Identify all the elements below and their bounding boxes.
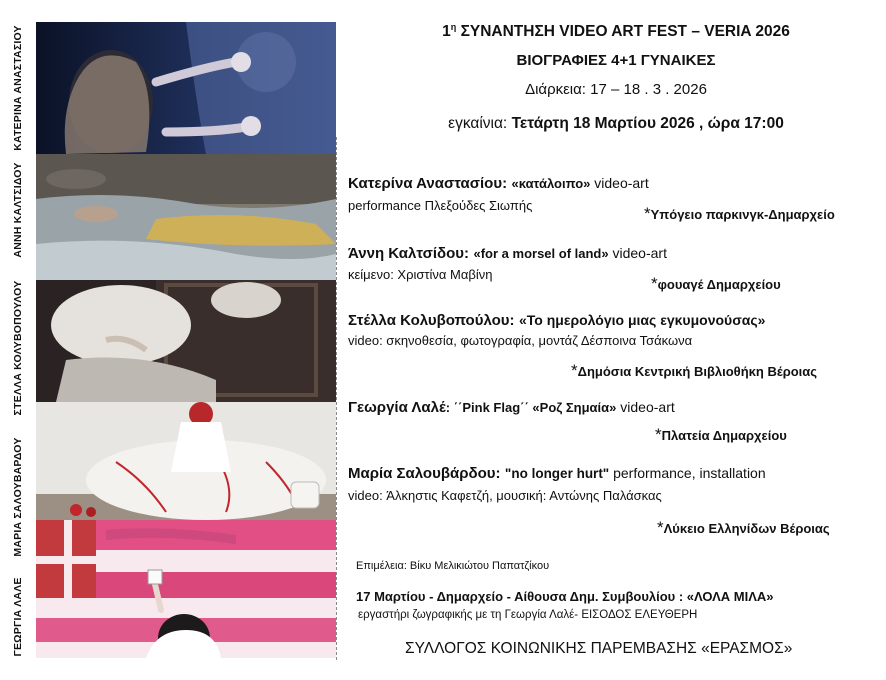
venue-text: Δημόσια Κεντρική Βιβλιοθήκη Βέροιας [577, 364, 818, 379]
duration-label: Διάρκεια: [525, 81, 586, 98]
venue-lale [655, 425, 787, 445]
artist-name: Άννη Καλτσίδου: [348, 245, 470, 262]
venue-marker: * [571, 361, 578, 380]
photo-salouvardou [36, 402, 336, 520]
artist-work: «Το ημερολόγιο μιας εγκυμονούσας» [518, 312, 766, 328]
venue-marker: * [651, 274, 658, 293]
venue-marker: * [655, 425, 662, 444]
artist-work: «for a morsel of land» [473, 246, 609, 261]
vertical-name-strip [0, 0, 36, 660]
artist-work-type: video-art [590, 175, 649, 191]
artist-anastasiou-detail: performance Πλεξούδες Σιωπής [348, 198, 533, 213]
side-label-kaltsidou: ΑΝΝΗ ΚΑΛΤΣΙΔΟΥ [12, 162, 24, 258]
photo-lale [36, 520, 336, 658]
photo-anastasiou [36, 22, 336, 154]
artist-name: Στέλλα Κολυβοπούλου: [348, 312, 515, 329]
venue-marker: * [644, 204, 651, 223]
title-text: ΣΥΝΑΝΤΗΣΗ VIDEO ART FEST – VERIA 2026 [456, 23, 790, 41]
organizer-name: ΣΥΛΛΟΓΟΣ ΚΟΙΝΩΝΙΚΗΣ ΠΑΡΕΜΒΑΣΗΣ «ΕΡΑΣΜΟΣ» [405, 640, 793, 657]
artist-kolyvopoulou-title [348, 312, 765, 330]
event-duration [346, 81, 886, 98]
side-label-lale: ΓΕΩΡΓΙΑ ΛΑΛΕ [12, 577, 24, 657]
artist-salouvardou-title [348, 465, 766, 483]
venue-anastasiou [644, 204, 835, 224]
curation-credit: Επιμέλεια: Βίκυ Μελικιώτου Παπατζίκου [356, 560, 550, 572]
artist-name: Γεωργία Λαλέ [348, 399, 446, 416]
duration-value: 17 – 18 . 3 . 2026 [585, 81, 707, 98]
event-subtitle: ΒΙΟΓΡΑΦΙΕΣ 4+1 ΓΥΝΑΙΚΕΣ [516, 52, 716, 69]
artist-work: : ΄΄Pink Flag΄΄ «Ροζ Σημαία» [445, 400, 617, 415]
venue-kaltsidou [651, 274, 781, 294]
event-title [346, 22, 886, 41]
workshop-line-2: εργαστήρι ζωγραφικής με τη Γεωργία Λαλέ- ΕΙΣΟΔΟΣ ΕΛΕΥΘΕΡΗ [358, 609, 698, 621]
venue-marker: * [657, 518, 664, 537]
venue-kolyvopoulou [571, 361, 817, 381]
artist-lale-title [348, 399, 675, 417]
event-opening [346, 115, 886, 133]
venue-salouvardou [657, 518, 830, 538]
artist-name: Μαρία Σαλουβάρδου: [348, 465, 501, 482]
side-label-salouvardou: ΜΑΡΙΑ ΣΑΛΟΥΒΑΡΔΟΥ [12, 437, 24, 557]
artist-work: «κατάλοιπο» [511, 176, 591, 191]
photo-kaltsidou [36, 154, 336, 280]
artist-name: Κατερίνα Αναστασίου: [348, 175, 508, 192]
title-superscript: η [450, 22, 457, 32]
artist-work-type: performance, installation [609, 465, 766, 481]
artist-kolyvopoulou-detail: video: σκηνοθεσία, φωτογραφία, μοντάζ Δέσποινα Τσάκωνα [348, 333, 693, 348]
artist-work-type: video-art [608, 245, 667, 261]
artist-anastasiou-title [348, 175, 649, 193]
artist-salouvardou-detail: video: Άλκηστις Καφετζή, μουσική: Αντώνης Παλάσκας [348, 488, 662, 503]
workshop-line-1: 17 Μαρτίου - Δημαρχείο - Αίθουσα Δημ. Συμβουλίου : «ΛΟΛΑ ΜΙΛΑ» [356, 589, 774, 604]
side-label-anastasiou: ΚΑΤΕΡΙΝΑ ΑΝΑΣΤΑΣΙΟΥ [12, 25, 24, 151]
artist-work: "no longer hurt" [504, 466, 610, 481]
artist-work-type: video-art [616, 399, 675, 415]
opening-label: εγκαίνια: [448, 115, 512, 132]
artist-kaltsidou-detail: κείμενο: Χριστίνα Μαβίνη [348, 267, 493, 282]
opening-value: Τετάρτη 18 Μαρτίου 2026 , ώρα 17:00 [511, 115, 784, 132]
venue-text: φουαγέ Δημαρχείου [657, 277, 781, 292]
photo-kolyvopoulou [36, 280, 336, 402]
venue-text: Λύκειο Ελληνίδων Βέροιας [663, 521, 830, 536]
venue-text: Πλατεία Δημαρχείου [661, 428, 787, 443]
side-label-kolyvopoulou: ΣΤΕΛΛΑ ΚΟΛΥΒΟΠΟΥΛΟΥ [12, 280, 24, 416]
venue-text: Υπόγειο παρκινγκ-Δημαρχείο [650, 207, 835, 222]
dashed-divider [336, 137, 337, 660]
title-number: 1 [442, 23, 451, 41]
artist-kaltsidou-title [348, 245, 667, 263]
